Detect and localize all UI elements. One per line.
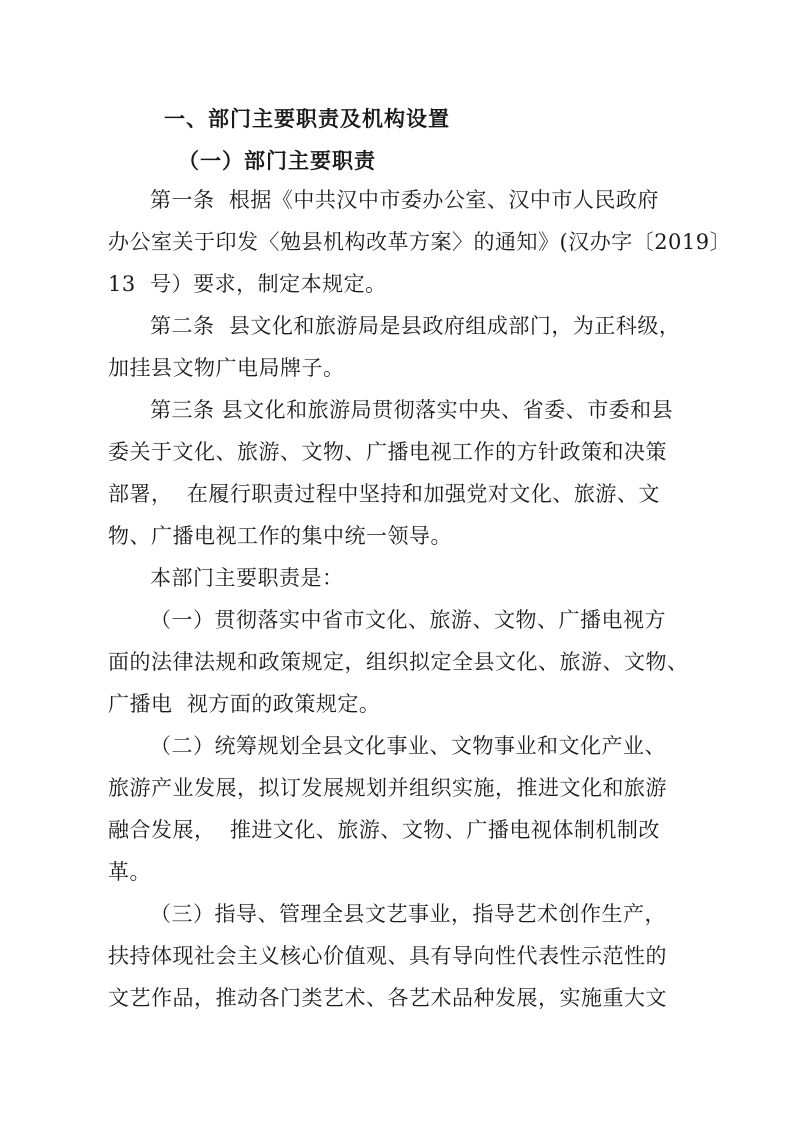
body-line: 第一条 根据《中共汉中市委办公室、汉中市人民政府 — [150, 188, 659, 212]
body-line: 革。 — [108, 860, 151, 884]
body-line: 部署， 在履行职责过程中坚持和加强党对文化、旅游、文 — [108, 482, 660, 506]
body-line: 面的法律法规和政策规定，组织拟定全县文化、旅游、文物、 — [108, 650, 689, 674]
body-line: 文艺作品，推动各门类艺术、各艺术品种发展，实施重大文 — [108, 986, 667, 1010]
subsection-heading: （一）部门主要职责 — [178, 149, 376, 173]
body-line: 加挂县文物广电局牌子。 — [108, 356, 345, 380]
body-line: 物、广播电视工作的集中统一领导。 — [108, 524, 452, 548]
section-heading: 一、部门主要职责及机构设置 — [164, 107, 450, 131]
body-line: 融合发展， 推进文化、旅游、文物、广播电视体制机制改 — [108, 818, 660, 842]
body-line: （二）统筹规划全县文化事业、文物事业和文化产业、 — [150, 734, 666, 758]
body-line: 第三条 县文化和旅游局贯彻落实中央、省委、市委和县 — [150, 398, 674, 422]
body-line: 第二条 县文化和旅游局是县政府组成部门，为正科级， — [150, 314, 681, 338]
body-line: （三）指导、管理全县文艺事业，指导艺术创作生产， — [150, 902, 666, 926]
body-line: 委关于文化、旅游、文物、广播电视工作的方针政策和决策 — [108, 440, 667, 464]
body-line: （一）贯彻落实中省市文化、旅游、文物、广播电视方 — [150, 608, 666, 632]
body-line: 13 号）要求，制定本规定。 — [108, 272, 387, 296]
body-line: 本部门主要职责是： — [150, 566, 344, 590]
body-line: 旅游产业发展，拟订发展规划并组织实施，推进文化和旅游 — [108, 776, 667, 800]
body-line: 广播电 视方面的政策规定。 — [108, 692, 381, 716]
body-line: 扶持体现社会主义核心价值观、具有导向性代表性示范性的 — [108, 944, 667, 968]
body-line: 办公室关于印发〈勉县机构改革方案〉的通知》(汉办字〔2019〕 — [108, 230, 732, 254]
